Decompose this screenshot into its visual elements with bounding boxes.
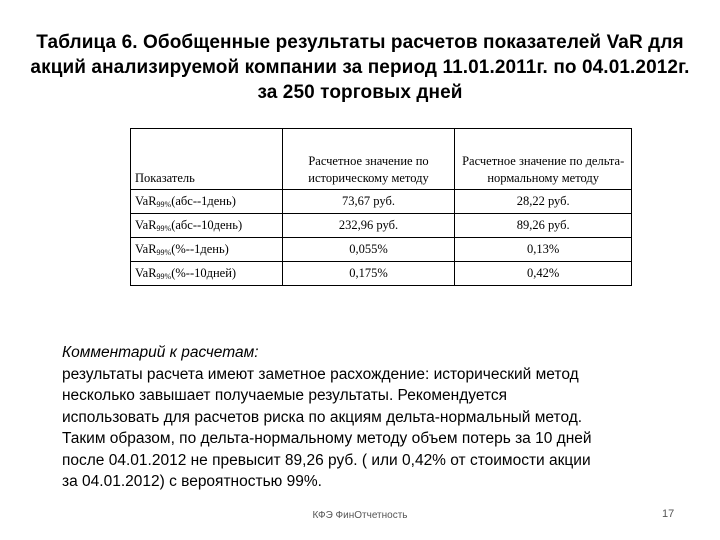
indicator-name: VaR bbox=[135, 218, 157, 232]
delta-normal-value: 89,26 руб. bbox=[455, 214, 632, 238]
header-delta-normal: Расчетное значение по дельта-нормальному методу bbox=[455, 129, 632, 190]
indicator-subscript: 99% bbox=[156, 272, 172, 281]
header-indicator: Показатель bbox=[131, 129, 283, 190]
historical-value: 0,055% bbox=[282, 238, 455, 262]
comment-line: результаты расчета имеют заметное расхождение: исторический метод bbox=[62, 365, 579, 383]
delta-normal-value: 0,42% bbox=[455, 262, 632, 286]
slide-title bbox=[20, 30, 700, 105]
title-line: Таблица 6. Обобщенные результаты расчетов показателей VaR для bbox=[36, 32, 684, 53]
indicator-suffix: (%--10дней) bbox=[171, 266, 237, 280]
indicator-suffix: (%--1день) bbox=[171, 242, 229, 256]
indicator-subscript: 99% bbox=[156, 200, 172, 209]
table-row bbox=[131, 214, 632, 238]
comment-line: несколько завышает получаемые результаты. Рекомендуется bbox=[62, 387, 508, 404]
indicator-subscript: 99% bbox=[156, 224, 172, 233]
table-row bbox=[131, 190, 632, 214]
table-header-row bbox=[131, 129, 632, 190]
indicator-cell bbox=[131, 214, 283, 238]
comment-block bbox=[62, 342, 682, 493]
comment-line: после 04.01.2012 не превысит 89,26 руб. ( или 0,42% от стоимости акции bbox=[62, 451, 591, 469]
title-line: за 250 торговых дней bbox=[257, 82, 463, 103]
indicator-cell bbox=[131, 262, 283, 286]
indicator-name: VaR bbox=[135, 266, 157, 280]
comment-line: использовать для расчетов риска по акциям дельта-нормальный метод. bbox=[62, 408, 583, 426]
indicator-name: VaR bbox=[135, 242, 157, 256]
historical-value: 232,96 руб. bbox=[282, 214, 455, 238]
footer-text: КФЭ ФинОтчетность bbox=[312, 510, 408, 521]
title-line: акций анализируемой компании за период 11.01.2011г. по 04.01.2012г. bbox=[30, 57, 690, 78]
page-number: 17 bbox=[662, 508, 675, 520]
table-row bbox=[131, 262, 632, 286]
comment-heading: Комментарий к расчетам: bbox=[62, 344, 259, 361]
comment-line: за 04.01.2012) с вероятностью 99%. bbox=[62, 473, 322, 490]
header-historical: Расчетное значение по историческому методу bbox=[282, 129, 455, 190]
indicator-subscript: 99% bbox=[156, 248, 172, 257]
delta-normal-value: 0,13% bbox=[455, 238, 632, 262]
table-row bbox=[131, 238, 632, 262]
comment-line: Таким образом, по дельта-нормальному методу объем потерь за 10 дней bbox=[62, 430, 592, 447]
var-results-table bbox=[130, 128, 632, 286]
delta-normal-value: 28,22 руб. bbox=[455, 190, 632, 214]
historical-value: 73,67 руб. bbox=[282, 190, 455, 214]
indicator-cell bbox=[131, 190, 283, 214]
indicator-name: VaR bbox=[135, 194, 157, 208]
historical-value: 0,175% bbox=[282, 262, 455, 286]
indicator-suffix: (абс--10день) bbox=[171, 218, 243, 232]
indicator-cell bbox=[131, 238, 283, 262]
indicator-suffix: (абс--1день) bbox=[171, 194, 236, 208]
